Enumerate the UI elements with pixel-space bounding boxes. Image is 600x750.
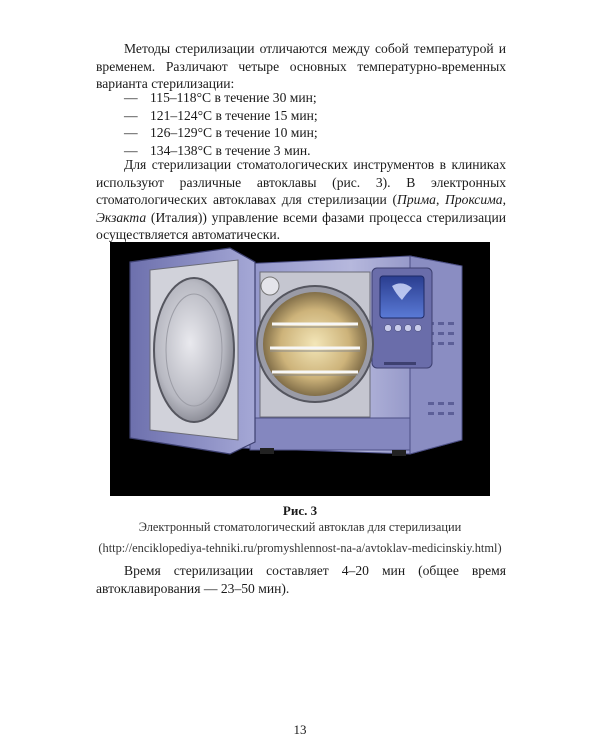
- brand-name: Экзакта: [96, 209, 147, 225]
- separator: ,: [502, 192, 506, 207]
- brand-name: Прима: [397, 192, 436, 207]
- list-item-text: 115–118°С в течение 30 мин;: [150, 90, 317, 105]
- sterilization-modes-list: [124, 89, 318, 159]
- list-item: [124, 124, 318, 142]
- list-dash: —: [124, 107, 138, 123]
- autoclave-paragraph: [96, 156, 506, 244]
- figure-source-url: (http://enciklopediya-tehniki.ru/promyshlennost-na-a/avtoklav-medicinskiy.html): [98, 541, 502, 555]
- autoclave-illustration: [110, 242, 490, 496]
- list-item: [124, 107, 318, 125]
- list-item-text: 126–129°С в течение 10 мин;: [150, 125, 318, 140]
- brand-name: Проксима: [445, 192, 503, 207]
- figure-caption: Электронный стоматологический автоклав для стерилизации: [138, 520, 462, 534]
- sterilization-time-paragraph: Время стерилизации составляет 4–20 мин (общее время автоклавирования — 23–50 мин).: [96, 563, 506, 596]
- autoclave-paragraph-text: (Италия)) управление всеми фазами процесса стерилизации осуществляется автоматически.: [96, 209, 506, 242]
- list-item-text: 134–138°С в течение 3 мин.: [150, 142, 311, 158]
- separator: ,: [435, 192, 446, 207]
- figure-number: Рис. 3: [282, 503, 318, 518]
- list-item: [124, 89, 318, 107]
- list-item-text: 121–124°С в течение 15 мин;: [150, 107, 318, 123]
- list-dash: —: [124, 90, 138, 105]
- list-dash: —: [124, 125, 138, 140]
- list-dash: —: [124, 142, 138, 158]
- page-number: 13: [293, 722, 307, 737]
- intro-paragraph: Методы стерилизации отличаются между собой температурой и временем. Различают четыре основных температурно-временных варианта стерилизации:: [96, 41, 506, 91]
- autoclave-photo: [110, 242, 490, 496]
- autoclave-paragraph-text: Для стерилизации стоматологических инструментов в клиниках используют различные автоклавы (рис. 3). В электронных стоматологических автоклавах для стерилизации (: [96, 157, 506, 207]
